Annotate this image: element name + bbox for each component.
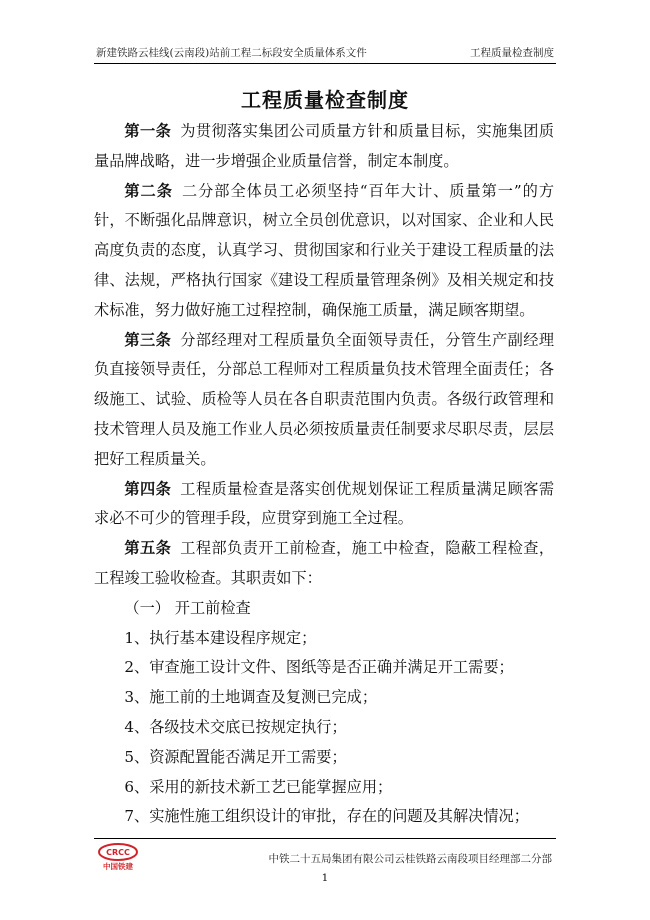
crcc-logo-icon — [96, 842, 140, 872]
article-5 — [94, 534, 554, 594]
article-text: 工程部负责开工前检查，施工中检查，隐蔽工程检查，工程竣工验收检查。其职责如下： — [94, 539, 555, 587]
logo-badge-text: CRCC — [106, 848, 130, 857]
list-item: 7、实施性施工组织设计的审批，存在的问题及其解决情况； — [124, 807, 529, 826]
list-item: 4、各级技术交底已按规定执行； — [124, 717, 347, 736]
page-header — [96, 38, 554, 60]
article-text: 二分部全体员工必须坚持“百年大计、质量第一”的方针，不断强化品牌意识，树立全员创优意识，以对国家、企业和人民高度负责的态度，认真学习、贯彻国家和行业关于建设工程质量的法律、法规，严格执行国家《建设工程质量管理条例》及相关规定和技术标准，努力做好施工过程控制，确保施工质量，满足顾客期望。 — [94, 181, 555, 319]
logo-text: 中国铁建 — [103, 862, 133, 871]
list-item: 2、审查施工设计文件、图纸等是否正确并满足开工需要； — [124, 658, 514, 677]
footer-divider — [94, 838, 556, 839]
article-text: 工程质量检查是落实创优规划保证工程质量满足顾客需求必不可少的管理手段，应贯穿到施工全过程。 — [94, 479, 555, 528]
article-text: 为贯彻落实集团公司质量方针和质量目标，实施集团质量品牌战略，进一步增强企业质量信誉，制定本制度。 — [94, 122, 555, 170]
article-4 — [94, 475, 554, 535]
list-item: 3、施工前的土地调查及复测已完成； — [124, 688, 378, 707]
header-divider — [94, 63, 556, 64]
page-number: 1 — [321, 872, 329, 884]
article-1 — [94, 117, 554, 177]
article-3 — [94, 326, 554, 475]
header-right-text: 工程质量检查制度 — [470, 47, 554, 59]
article-label: 第一条 — [124, 122, 172, 140]
article-2 — [94, 177, 554, 326]
footer-company-text: 中铁二十五局集团有限公司云桂铁路云南段项目经理部二分部 — [268, 853, 552, 865]
article-label: 第四条 — [124, 479, 172, 498]
article-label: 第三条 — [124, 330, 172, 349]
header-left-text: 新建铁路云桂线(云南段)站前工程二标段安全质量体系文件 — [96, 47, 367, 59]
list-item: 6、采用的新技术新工艺已能掌握应用； — [124, 777, 393, 796]
document-body — [94, 117, 554, 832]
article-label: 第五条 — [124, 539, 172, 558]
article-label: 第二条 — [124, 181, 173, 200]
document-title: 工程质量检查制度 — [241, 88, 409, 112]
section-heading: （一） 开工前检查 — [124, 598, 251, 617]
article-text: 分部经理对工程质量负全面领导责任，分管生产副经理负直接领导责任，分部总工程师对工程质量负技术管理全面责任；各级施工、试验、质检等人员在各自职责范围内负责。各级行政管理和技术管理人员及施工作业人员必须按质量责任制要求尽职尽责，层层把好工程质量关。 — [94, 330, 555, 468]
list-item: 5、资源配置能否满足开工需要； — [124, 747, 347, 766]
list-item: 1、执行基本建设程序规定； — [124, 628, 317, 647]
